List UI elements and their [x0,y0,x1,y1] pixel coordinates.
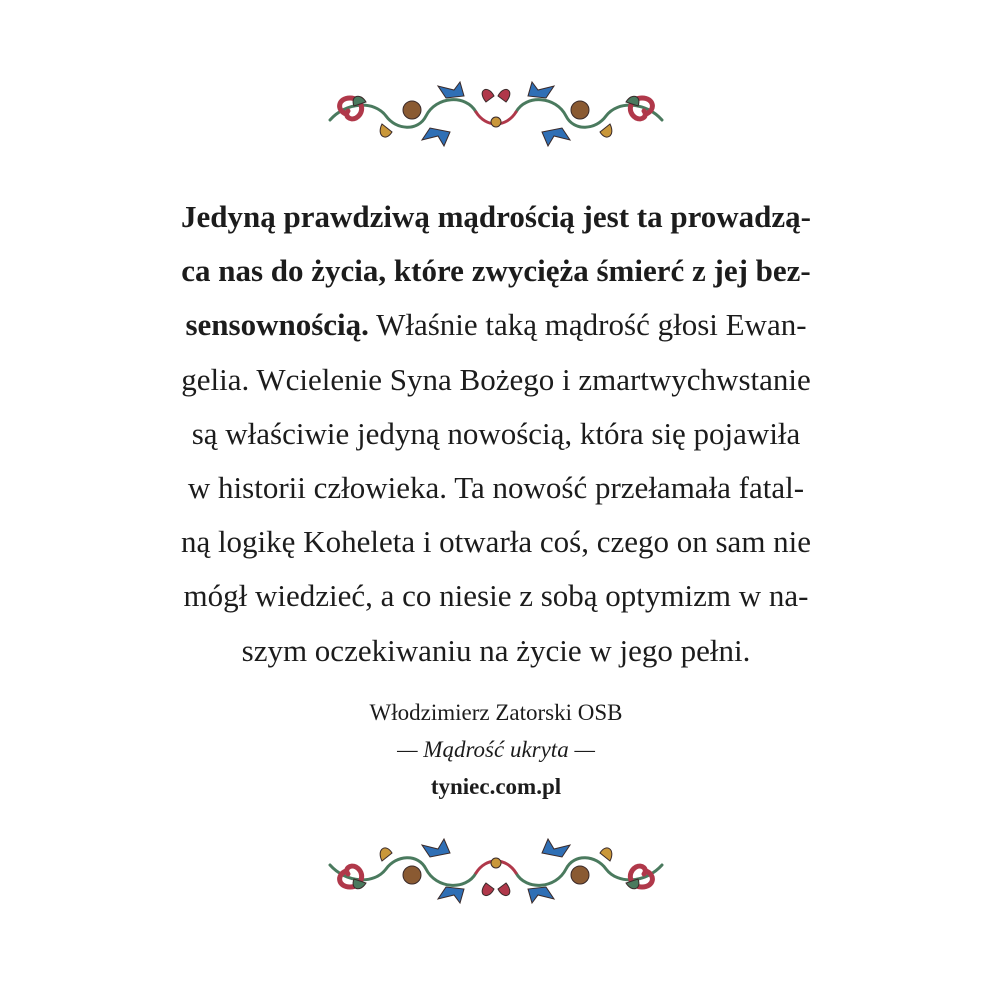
ornament-bud [571,866,589,884]
ornament-flower [542,128,570,146]
ornament-stem [330,100,476,128]
ornament-flower [528,887,554,903]
ornament-flower [422,839,450,857]
ornament-leaf [380,124,392,137]
quote-line: mógł wiedzieć, a co niesie z sobą optymizm w na- [183,578,809,614]
ornament-stem [516,858,662,886]
ornament-leaf [380,848,392,861]
quote-text [110,190,882,678]
ornament-flower [422,128,450,146]
ornament-bud [491,858,501,868]
quote-line: ca nas do życia, które zwycięża śmierć z jej bez- [181,253,811,289]
ornament-flower [542,839,570,857]
quote-line: Jedyną prawdziwą mądrością jest ta prowadzą- [180,199,812,234]
ornament-leaf [482,883,494,896]
quote-line: szym oczekiwaniu na życie w jego pełni. [241,632,751,668]
author-name: Włodzimierz Zatorski OSB [369,700,623,725]
ornament-stem [516,100,662,128]
ornament-bud [403,101,421,119]
ornament-bud [491,117,501,127]
floral-ornament-top [326,80,666,150]
quote-line: sensownością. Właśnie taką mądrość głosi Ewan- [185,307,807,343]
quote-line: są właściwie jedyną nowością, która się pojawiła [191,415,801,451]
ornament-stem [330,858,476,886]
ornament-leaf [600,848,612,861]
ornament-leaf [498,89,510,102]
ornament-flower [438,82,464,98]
ornament-bud [571,101,589,119]
ornament-flower [438,887,464,903]
ornament-leaf [600,124,612,137]
ornament-flower [528,82,554,98]
floral-ornament-bottom [326,835,666,905]
quote-line: gelia. Wcielenie Syna Bożego i zmartwychwstanie [181,361,811,397]
book-title: — Mądrość ukryta — [397,737,595,762]
attribution [196,694,796,805]
ornament-bud [403,866,421,884]
website: tyniec.com.pl [430,774,562,799]
ornament-leaf [482,89,494,102]
quote-line: ną logikę Koheleta i otwarła coś, czego on sam nie [180,524,812,560]
quote-line: w historii człowieka. Ta nowość przełamała fatal- [187,470,805,506]
ornament-leaf [498,883,510,896]
